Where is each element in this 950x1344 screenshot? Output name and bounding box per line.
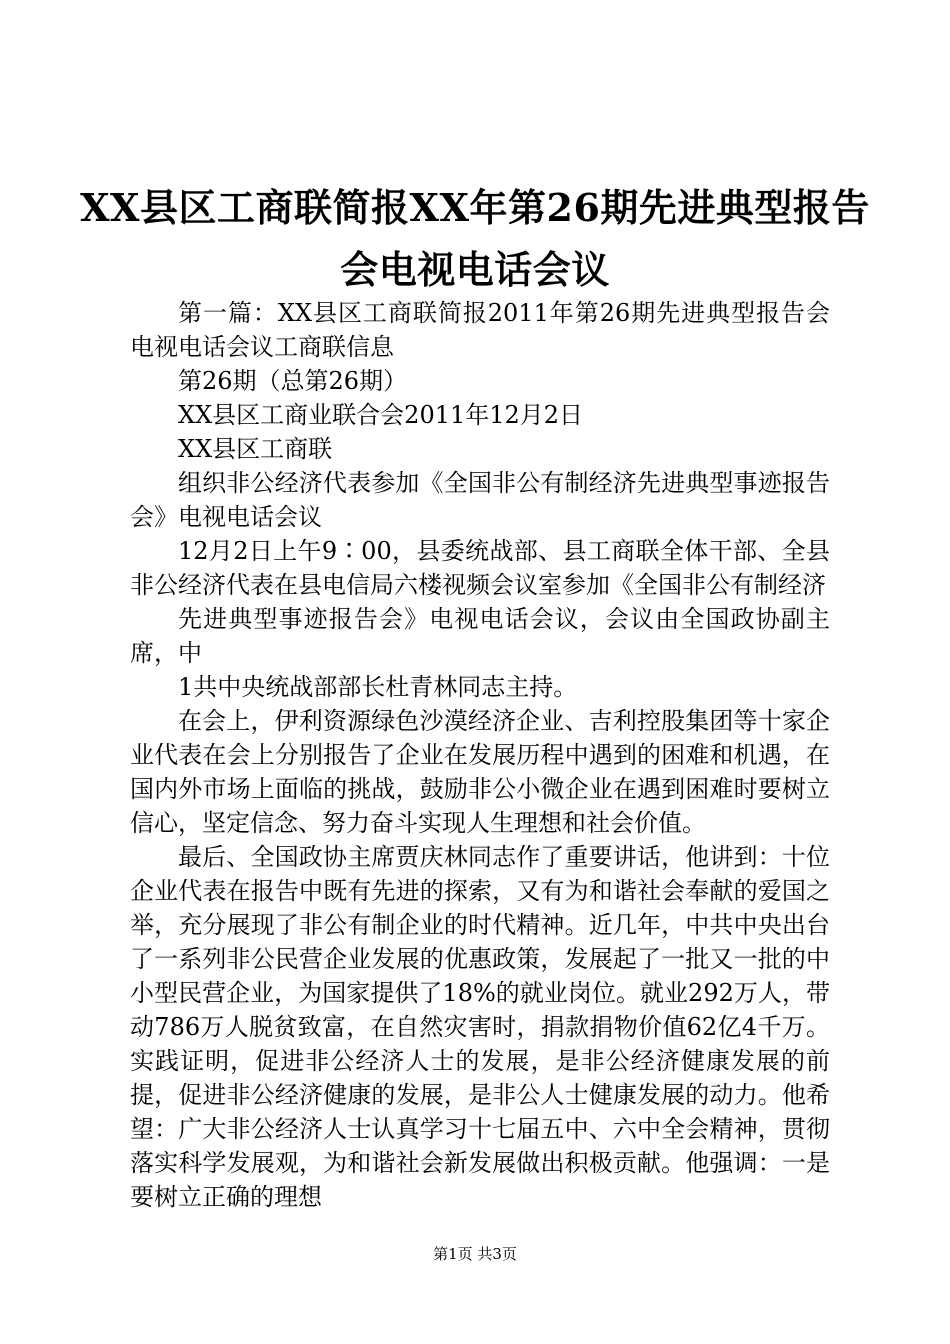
- paragraph-organization: XX县区工商联: [178, 435, 333, 463]
- paragraph-heading: 第一篇：XX县区工商联简报2011年第26期先进典型报告会电视电话会议工商联信息: [130, 299, 830, 361]
- paragraph-meeting-intro: 12月2日上午9∶00，县委统战部、县工商联全体干部、全县非公经济代表在县电信局六楼视频会议室参加《全国非公有制经济: [130, 537, 830, 599]
- document-body: [130, 296, 830, 1214]
- paragraph-subject: 组织非公经济代表参加《全国非公有制经济先进典型事迹报告会》电视电话会议: [130, 469, 830, 531]
- paragraph-meeting-host-cont: 1共中央统战部部长杜青林同志主持。: [178, 673, 578, 701]
- paragraph-speech: 最后、全国政协主席贾庆林同志作了重要讲话，他讲到：十位企业代表在报告中既有先进的探索，又有为和谐社会奉献的爱国之举，充分展现了非公有制企业的时代精神。近几年，中共中央出台了一系列非公民营企业发展的优惠政策，发展起了一批又一批的中小型民营企业，为国家提供了18%的就业岗位。就业292万人，带动786万人脱贫致富，在自然灾害时，捐款捐物价值62亿4千万。实践证明，促进非公经济人士的发展，是非公经济健康发展的前提，促进非公经济健康的发展，是非公人士健康发展的动力。他希望：广大非公经济人士认真学习十七届五中、六中全会精神，贯彻落实科学发展观，为和谐社会新发展做出积极贡献。他强调：一是要树立正确的理想: [130, 843, 830, 1211]
- document-title-line-2: 会电视电话会议: [340, 247, 610, 292]
- paragraph-reports: 在会上，伊利资源绿色沙漠经济企业、吉利控股集团等十家企业代表在会上分别报告了企业在发展历程中遇到的困难和机遇，在国内外市场上面临的挑战，鼓励非公小微企业在遇到困难时要树立信心，坚定信念、努力奋斗实现人生理想和社会价值。: [130, 707, 830, 837]
- paragraph-issuer-date: XX县区工商业联合会2011年12月2日: [178, 401, 584, 429]
- paragraph-issue-number: 第26期（总第26期）: [178, 367, 408, 395]
- page-footer: 第1页 共3页: [433, 1245, 517, 1263]
- document-title-line-1: XX县区工商联简报XX年第26期先进典型报告: [80, 185, 870, 230]
- paragraph-meeting-host: 先进典型事迹报告会》电视电话会议，会议由全国政协副主席，中: [130, 605, 830, 667]
